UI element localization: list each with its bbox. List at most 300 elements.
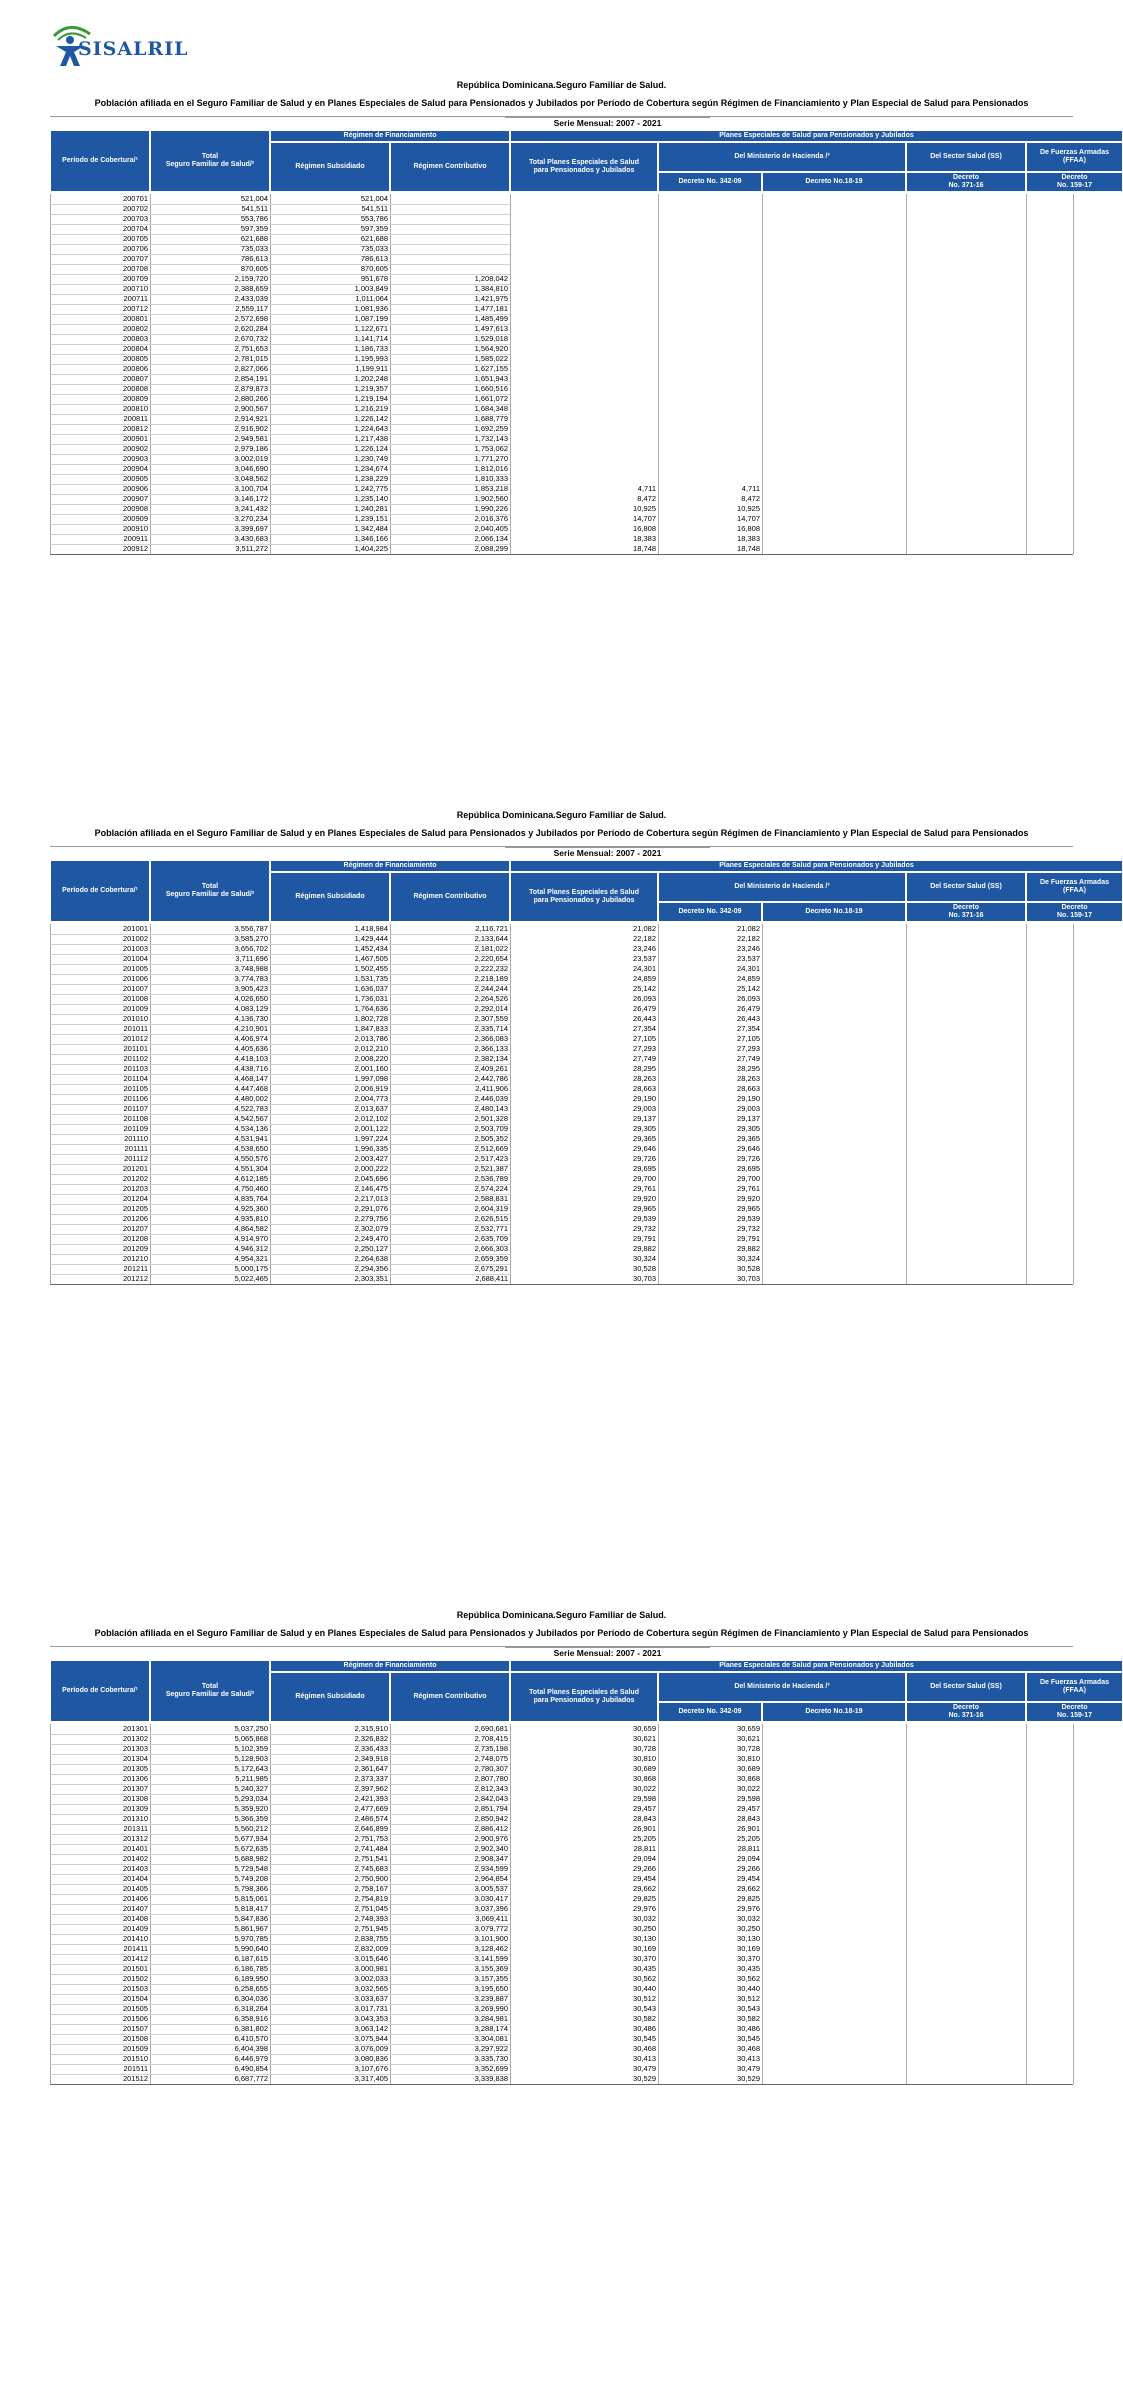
header-decreto-371: Decreto No. 371-16 (906, 1702, 1026, 1722)
cell-decreto-342: 23,537 (737, 954, 760, 963)
cell-periodo: 200706 (122, 244, 148, 253)
cell-contributivo: 3,195,650 (474, 1984, 508, 1993)
cell-contributivo: 1,812,016 (474, 464, 508, 473)
cell-total-planes: 29,003 (633, 1104, 656, 1113)
cell-contributivo: 1,810,333 (474, 474, 508, 483)
cell-subsidiado: 3,317,405 (354, 2074, 388, 2083)
cell-total-planes (510, 294, 658, 304)
cell-periodo: 201011 (123, 1024, 148, 1033)
header-total: Total Seguro Familiar de Salud/² (150, 860, 270, 922)
cell-subsidiado: 1,216,219 (354, 404, 388, 413)
cell-decreto-342: 28,811 (737, 1844, 760, 1853)
cell-decreto-342 (658, 454, 762, 464)
cell-total-planes (510, 244, 658, 254)
cell-total: 2,880,266 (234, 394, 268, 403)
header-subsidiado: Régimen Subsidiado (270, 1672, 390, 1722)
table-row (50, 404, 1073, 414)
cell-total: 4,418,103 (234, 1054, 268, 1063)
cell-subsidiado: 2,336,433 (354, 1744, 388, 1753)
table-row (50, 1934, 1073, 1944)
cell-decreto-342: 29,882 (737, 1244, 760, 1253)
cell-total-planes: 30,435 (633, 1964, 656, 1973)
cell-contributivo: 1,497,613 (474, 324, 508, 333)
cell-contributivo: 2,366,133 (474, 1044, 508, 1053)
cell-decreto-342: 29,700 (737, 1174, 760, 1183)
cell-contributivo: 3,005,537 (474, 1884, 508, 1893)
cell-contributivo: 2,851,794 (474, 1804, 508, 1813)
cell-total: 6,490,854 (234, 2064, 268, 2073)
cell-decreto-342 (658, 354, 762, 364)
cell-periodo: 201212 (122, 1274, 148, 1283)
cell-periodo: 201104 (123, 1074, 148, 1083)
cell-contributivo: 3,128,462 (474, 1944, 508, 1953)
cell-total-planes (510, 204, 658, 214)
cell-total: 5,560,212 (234, 1824, 268, 1833)
cell-periodo: 200806 (122, 364, 148, 373)
cell-subsidiado: 3,063,142 (354, 2024, 388, 2033)
table-row (50, 474, 1073, 484)
cell-contributivo: 2,964,854 (474, 1874, 508, 1883)
cell-contributivo: 2,366,083 (474, 1034, 508, 1043)
cell-decreto-342: 29,454 (737, 1874, 760, 1883)
cell-contributivo (390, 194, 510, 204)
table-row (50, 1114, 1073, 1124)
logo-name: SISALRIL (78, 38, 189, 60)
cell-contributivo: 2,116,721 (475, 924, 508, 933)
table-row (50, 1914, 1073, 1924)
cell-subsidiado: 2,249,470 (354, 1234, 388, 1243)
cell-periodo: 201009 (122, 1004, 148, 1013)
cell-total: 5,037,250 (234, 1724, 268, 1733)
cell-contributivo: 1,688,779 (474, 414, 508, 423)
cell-contributivo: 2,666,303 (474, 1244, 508, 1253)
cell-subsidiado: 1,346,166 (354, 534, 388, 543)
header-contributivo: Régimen Contributivo (390, 1672, 510, 1722)
cell-subsidiado: 1,011,064 (355, 294, 388, 303)
cell-total-planes: 29,791 (633, 1234, 656, 1243)
cell-periodo: 200909 (122, 514, 148, 523)
cell-contributivo (390, 254, 510, 264)
cell-periodo: 201305 (122, 1764, 148, 1773)
cell-contributivo: 2,088,299 (474, 544, 508, 553)
cell-subsidiado: 2,264,638 (354, 1254, 388, 1263)
cell-contributivo: 2,688,411 (475, 1274, 508, 1283)
cell-periodo: 200803 (122, 334, 148, 343)
cell-total-planes (510, 424, 658, 434)
cell-total: 4,438,716 (234, 1064, 268, 1073)
table-row (50, 2034, 1073, 2044)
cell-total-planes: 29,305 (633, 1124, 656, 1133)
header-sector-salud: Del Sector Salud (SS) (906, 142, 1026, 172)
table-row (50, 1874, 1073, 1884)
cell-periodo: 201309 (122, 1804, 148, 1813)
table-row (50, 974, 1073, 984)
cell-subsidiado: 1,141,714 (354, 334, 388, 343)
cell-subsidiado: 3,033,637 (354, 1994, 388, 2003)
cell-contributivo: 3,030,417 (474, 1894, 508, 1903)
cell-subsidiado: 3,000,981 (354, 1964, 388, 1973)
cell-contributivo: 1,627,155 (474, 364, 508, 373)
cell-total: 2,433,039 (234, 294, 268, 303)
cell-contributivo: 1,660,516 (474, 384, 508, 393)
cell-total-planes: 30,621 (633, 1734, 656, 1743)
cell-periodo: 201310 (122, 1814, 148, 1823)
cell-decreto-342 (658, 394, 762, 404)
cell-decreto-342 (658, 344, 762, 354)
cell-total: 3,774,783 (234, 974, 268, 983)
cell-decreto-342: 30,324 (737, 1254, 760, 1263)
cell-contributivo: 2,574,224 (474, 1184, 508, 1193)
cell-total: 5,128,903 (234, 1754, 268, 1763)
cell-subsidiado: 2,315,910 (354, 1724, 388, 1733)
cell-decreto-342: 26,093 (737, 994, 760, 1003)
cell-total: 4,083,129 (234, 1004, 268, 1013)
cell-contributivo: 1,684,348 (474, 404, 508, 413)
cell-total-planes (510, 444, 658, 454)
cell-subsidiado: 2,754,819 (354, 1894, 388, 1903)
cell-total-planes (510, 354, 658, 364)
cell-total: 4,750,460 (234, 1184, 268, 1193)
cell-decreto-342: 29,662 (737, 1884, 760, 1893)
cell-periodo: 201109 (123, 1124, 148, 1133)
cell-decreto-342: 26,901 (737, 1824, 760, 1833)
report-series: Serie Mensual: 2007 - 2021 (505, 117, 710, 128)
cell-periodo: 200904 (122, 464, 148, 473)
table-row (50, 454, 1073, 464)
table-row (50, 2064, 1073, 2074)
cell-total-planes: 30,529 (633, 2074, 656, 2083)
cell-decreto-342 (658, 264, 762, 274)
table-row (50, 2004, 1073, 2014)
table-row (50, 204, 1073, 214)
cell-decreto-342: 8,472 (741, 494, 760, 503)
table-header (50, 130, 1123, 192)
cell-contributivo: 2,934,599 (474, 1864, 508, 1873)
cell-contributivo: 1,485,499 (474, 314, 508, 323)
cell-decreto-342: 30,621 (737, 1734, 760, 1743)
table-row (50, 1814, 1073, 1824)
cell-decreto-342: 29,732 (737, 1224, 760, 1233)
cell-periodo: 200810 (122, 404, 148, 413)
cell-contributivo: 3,335,730 (474, 2054, 508, 2063)
table-row (50, 1144, 1073, 1154)
cell-total-planes (510, 384, 658, 394)
cell-total-planes: 23,537 (633, 954, 656, 963)
cell-periodo: 201407 (122, 1904, 148, 1913)
header-periodo: Período de Cobertura/¹ (50, 860, 150, 922)
header-regimen: Régimen de Financiamiento (270, 130, 510, 142)
cell-total: 2,751,653 (234, 344, 268, 353)
cell-decreto-342 (658, 444, 762, 454)
cell-periodo: 201108 (123, 1114, 148, 1123)
cell-contributivo: 3,284,981 (474, 2014, 508, 2023)
cell-decreto-342 (658, 424, 762, 434)
report-subtitle: Población afiliada en el Seguro Familiar de Salud y en Planes Especiales de Salud para Pensionados y Jubilados por Período de Cobertura según Régimen de Financiamiento y Plan Especial de Salud para Pensionados (94, 828, 1029, 838)
cell-contributivo: 2,505,352 (474, 1134, 508, 1143)
cell-periodo: 201201 (122, 1164, 148, 1173)
table-row (50, 1014, 1073, 1024)
cell-periodo: 201012 (122, 1034, 148, 1043)
table-row (50, 1774, 1073, 1784)
cell-total-planes: 29,598 (633, 1794, 656, 1803)
cell-decreto-342: 29,598 (737, 1794, 760, 1803)
header-total-planes: Total Planes Especiales de Salud para Pensionados y Jubilados (510, 142, 658, 192)
cell-periodo: 201101 (123, 1044, 148, 1053)
table-row (50, 394, 1073, 404)
table-row (50, 534, 1073, 544)
cell-contributivo: 1,692,259 (474, 424, 508, 433)
cell-periodo: 200812 (122, 424, 148, 433)
cell-total-planes: 30,582 (633, 2014, 656, 2023)
cell-periodo: 201501 (122, 1964, 148, 1973)
cell-contributivo: 2,521,387 (474, 1164, 508, 1173)
cell-subsidiado: 2,294,356 (354, 1264, 388, 1273)
cell-contributivo (390, 214, 510, 224)
cell-total: 2,900,567 (234, 404, 268, 413)
cell-contributivo: 2,181,022 (474, 944, 508, 953)
cell-subsidiado: 1,224,643 (354, 424, 388, 433)
cell-decreto-342 (658, 244, 762, 254)
cell-subsidiado: 1,239,151 (354, 514, 388, 523)
report-title: República Dominicana.Seguro Familiar de Salud. (456, 810, 667, 820)
cell-total: 6,318,264 (234, 2004, 268, 2013)
cell-decreto-342: 30,528 (737, 1264, 760, 1273)
cell-total-planes (510, 274, 658, 284)
cell-contributivo: 2,675,291 (474, 1264, 508, 1273)
cell-subsidiado: 2,001,160 (354, 1064, 388, 1073)
cell-decreto-342: 28,263 (737, 1074, 760, 1083)
table-row (50, 1164, 1073, 1174)
cell-total-planes: 30,703 (633, 1274, 656, 1283)
cell-subsidiado: 3,043,353 (354, 2014, 388, 2023)
cell-subsidiado: 1,736,031 (354, 994, 388, 1003)
cell-subsidiado: 3,080,836 (354, 2054, 388, 2063)
cell-total-planes: 18,748 (633, 544, 656, 553)
cell-decreto-342 (658, 464, 762, 474)
cell-periodo: 200911 (123, 534, 148, 543)
cell-total: 6,358,916 (234, 2014, 268, 2023)
cell-decreto-342 (658, 194, 762, 204)
cell-total-planes: 29,457 (633, 1804, 656, 1813)
cell-decreto-342: 29,457 (737, 1804, 760, 1813)
cell-contributivo: 2,442,786 (474, 1074, 508, 1083)
table-row (50, 1024, 1073, 1034)
cell-contributivo: 3,101,900 (474, 1934, 508, 1943)
cell-contributivo: 2,604,319 (474, 1204, 508, 1213)
cell-decreto-342: 29,539 (737, 1214, 760, 1223)
cell-total: 4,531,941 (234, 1134, 268, 1143)
cell-contributivo: 3,297,922 (474, 2044, 508, 2053)
cell-contributivo: 2,532,771 (474, 1224, 508, 1233)
cell-subsidiado: 1,219,357 (354, 384, 388, 393)
cell-total-planes: 28,811 (633, 1844, 656, 1853)
cell-total-planes (510, 374, 658, 384)
cell-decreto-342: 29,003 (737, 1104, 760, 1113)
table-row (50, 1224, 1073, 1234)
cell-subsidiado: 951,678 (360, 274, 388, 283)
cell-periodo: 201508 (122, 2034, 148, 2043)
cell-contributivo: 3,339,838 (474, 2074, 508, 2083)
table-row (50, 1784, 1073, 1794)
cell-total: 5,861,967 (234, 1924, 268, 1933)
header-regimen: Régimen de Financiamiento (270, 1660, 510, 1672)
table-row (50, 2074, 1073, 2084)
cell-subsidiado: 2,303,351 (354, 1274, 388, 1283)
cell-periodo: 201502 (122, 1974, 148, 1983)
cell-total-planes: 30,250 (633, 1924, 656, 1933)
cell-total: 5,211,985 (235, 1774, 268, 1783)
cell-subsidiado: 1,219,194 (354, 394, 388, 403)
table-row (50, 1964, 1073, 1974)
cell-total-planes: 30,022 (633, 1784, 656, 1793)
cell-decreto-342: 28,295 (737, 1064, 760, 1073)
cell-total-planes: 21,082 (633, 924, 656, 933)
cell-contributivo: 2,220,654 (474, 954, 508, 963)
cell-decreto-342 (658, 434, 762, 444)
cell-subsidiado: 2,751,945 (354, 1924, 388, 1933)
table-row (50, 994, 1073, 1004)
cell-subsidiado: 2,373,337 (354, 1774, 388, 1783)
cell-contributivo: 1,651,943 (474, 374, 508, 383)
cell-subsidiado: 2,361,647 (354, 1764, 388, 1773)
cell-total: 2,620,284 (234, 324, 268, 333)
cell-decreto-342: 30,545 (737, 2034, 760, 2043)
table-row (50, 1274, 1073, 1284)
cell-total: 3,100,704 (234, 484, 268, 493)
cell-total: 6,404,398 (234, 2044, 268, 2053)
cell-decreto-342: 30,468 (737, 2044, 760, 2053)
table-row (50, 334, 1073, 344)
cell-total-planes: 28,295 (633, 1064, 656, 1073)
cell-contributivo: 3,304,081 (474, 2034, 508, 2043)
cell-subsidiado: 735,033 (360, 244, 388, 253)
cell-total-planes: 29,646 (633, 1144, 656, 1153)
table-row (50, 964, 1073, 974)
cell-periodo: 200901 (122, 434, 148, 443)
cell-subsidiado: 3,107,676 (354, 2064, 388, 2073)
cell-periodo: 201006 (122, 974, 148, 983)
table-row (50, 1134, 1073, 1144)
header-decreto-1819: Decreto No.18-19 (762, 1702, 906, 1722)
header-decreto-159: Decreto No. 159-17 (1026, 1702, 1123, 1722)
cell-contributivo (390, 244, 510, 254)
cell-total: 3,748,988 (234, 964, 268, 973)
cell-contributivo: 2,900,976 (474, 1834, 508, 1843)
cell-total: 4,551,304 (234, 1164, 268, 1173)
table-row (50, 314, 1073, 324)
cell-contributivo: 2,133,644 (474, 934, 508, 943)
cell-contributivo: 3,141,599 (474, 1954, 508, 1963)
cell-periodo: 201403 (122, 1864, 148, 1873)
table-row (50, 1254, 1073, 1264)
cell-contributivo: 2,480,143 (474, 1104, 508, 1113)
cell-subsidiado: 1,847,833 (354, 1024, 388, 1033)
cell-decreto-342: 23,246 (737, 944, 760, 953)
header-planes: Planes Especiales de Salud para Pensionados y Jubilados (510, 860, 1123, 872)
cell-subsidiado: 1,764,636 (354, 1004, 388, 1013)
cell-total-planes: 29,825 (633, 1894, 656, 1903)
cell-contributivo: 2,902,340 (474, 1844, 508, 1853)
cell-decreto-342: 29,365 (737, 1134, 760, 1143)
cell-total: 5,065,868 (234, 1734, 268, 1743)
cell-subsidiado: 3,075,944 (354, 2034, 388, 2043)
cell-total: 3,002,019 (234, 454, 268, 463)
cell-decreto-342: 24,301 (737, 964, 760, 973)
cell-total-planes: 26,443 (633, 1014, 656, 1023)
cell-total: 4,914,970 (234, 1234, 268, 1243)
table-row (50, 1754, 1073, 1764)
cell-decreto-342: 4,711 (741, 484, 760, 493)
cell-contributivo: 1,771,270 (474, 454, 508, 463)
cell-contributivo: 2,307,559 (474, 1014, 508, 1023)
cell-total: 4,935,810 (234, 1214, 268, 1223)
table-row (50, 244, 1073, 254)
table-row (50, 354, 1073, 364)
cell-decreto-342 (658, 414, 762, 424)
cell-total-planes: 29,920 (633, 1194, 656, 1203)
cell-total: 5,818,417 (234, 1904, 268, 1913)
cell-periodo: 201005 (122, 964, 148, 973)
cell-total: 6,189,950 (234, 1974, 268, 1983)
cell-total: 3,905,423 (234, 984, 268, 993)
cell-decreto-342 (658, 254, 762, 264)
cell-subsidiado: 2,302,079 (354, 1224, 388, 1233)
cell-total-planes: 30,413 (633, 2054, 656, 2063)
cell-periodo: 201303 (122, 1744, 148, 1753)
table-row (50, 1974, 1073, 1984)
header-ffaa: De Fuerzas Armadas (FFAA) (1026, 1672, 1123, 1702)
cell-subsidiado: 870,605 (360, 264, 388, 273)
cell-total: 541,511 (241, 204, 268, 213)
cell-periodo: 200809 (122, 394, 148, 403)
cell-total-planes (510, 364, 658, 374)
cell-decreto-342: 29,825 (737, 1894, 760, 1903)
cell-contributivo (390, 234, 510, 244)
report-title: República Dominicana.Seguro Familiar de Salud. (456, 1610, 667, 1620)
header-periodo: Período de Cobertura/¹ (50, 130, 150, 192)
cell-subsidiado: 2,013,637 (354, 1104, 388, 1113)
cell-total-planes: 30,528 (633, 1264, 656, 1273)
cell-total-planes: 30,370 (633, 1954, 656, 1963)
cell-decreto-342: 29,976 (737, 1904, 760, 1913)
cell-total-planes (510, 214, 658, 224)
cell-contributivo: 2,409,261 (474, 1064, 508, 1073)
cell-decreto-342: 26,443 (737, 1014, 760, 1023)
table-row (50, 1984, 1073, 1994)
cell-total-planes: 30,486 (633, 2024, 656, 2033)
cell-periodo: 201103 (123, 1064, 148, 1073)
cell-subsidiado: 2,279,756 (354, 1214, 388, 1223)
table-row (50, 1724, 1073, 1734)
cell-subsidiado: 1,467,505 (354, 954, 388, 963)
cell-subsidiado: 1,122,671 (354, 324, 388, 333)
cell-contributivo: 2,411,906 (475, 1084, 508, 1093)
cell-decreto-342: 30,512 (737, 1994, 760, 2003)
cell-total-planes: 26,479 (633, 1004, 656, 1013)
cell-subsidiado: 2,750,900 (354, 1874, 388, 1883)
table-row (50, 1744, 1073, 1754)
table-bottom-rule (50, 1284, 1073, 1285)
cell-decreto-342: 27,293 (737, 1044, 760, 1053)
table-bottom-rule (50, 554, 1073, 555)
header-subsidiado: Régimen Subsidiado (270, 872, 390, 922)
cell-decreto-342: 29,761 (737, 1184, 760, 1193)
cell-total: 6,187,615 (234, 1954, 268, 1963)
cell-total: 4,480,002 (234, 1094, 268, 1103)
table-row (50, 324, 1073, 334)
cell-subsidiado: 2,838,755 (354, 1934, 388, 1943)
cell-total-planes: 18,383 (633, 534, 656, 543)
